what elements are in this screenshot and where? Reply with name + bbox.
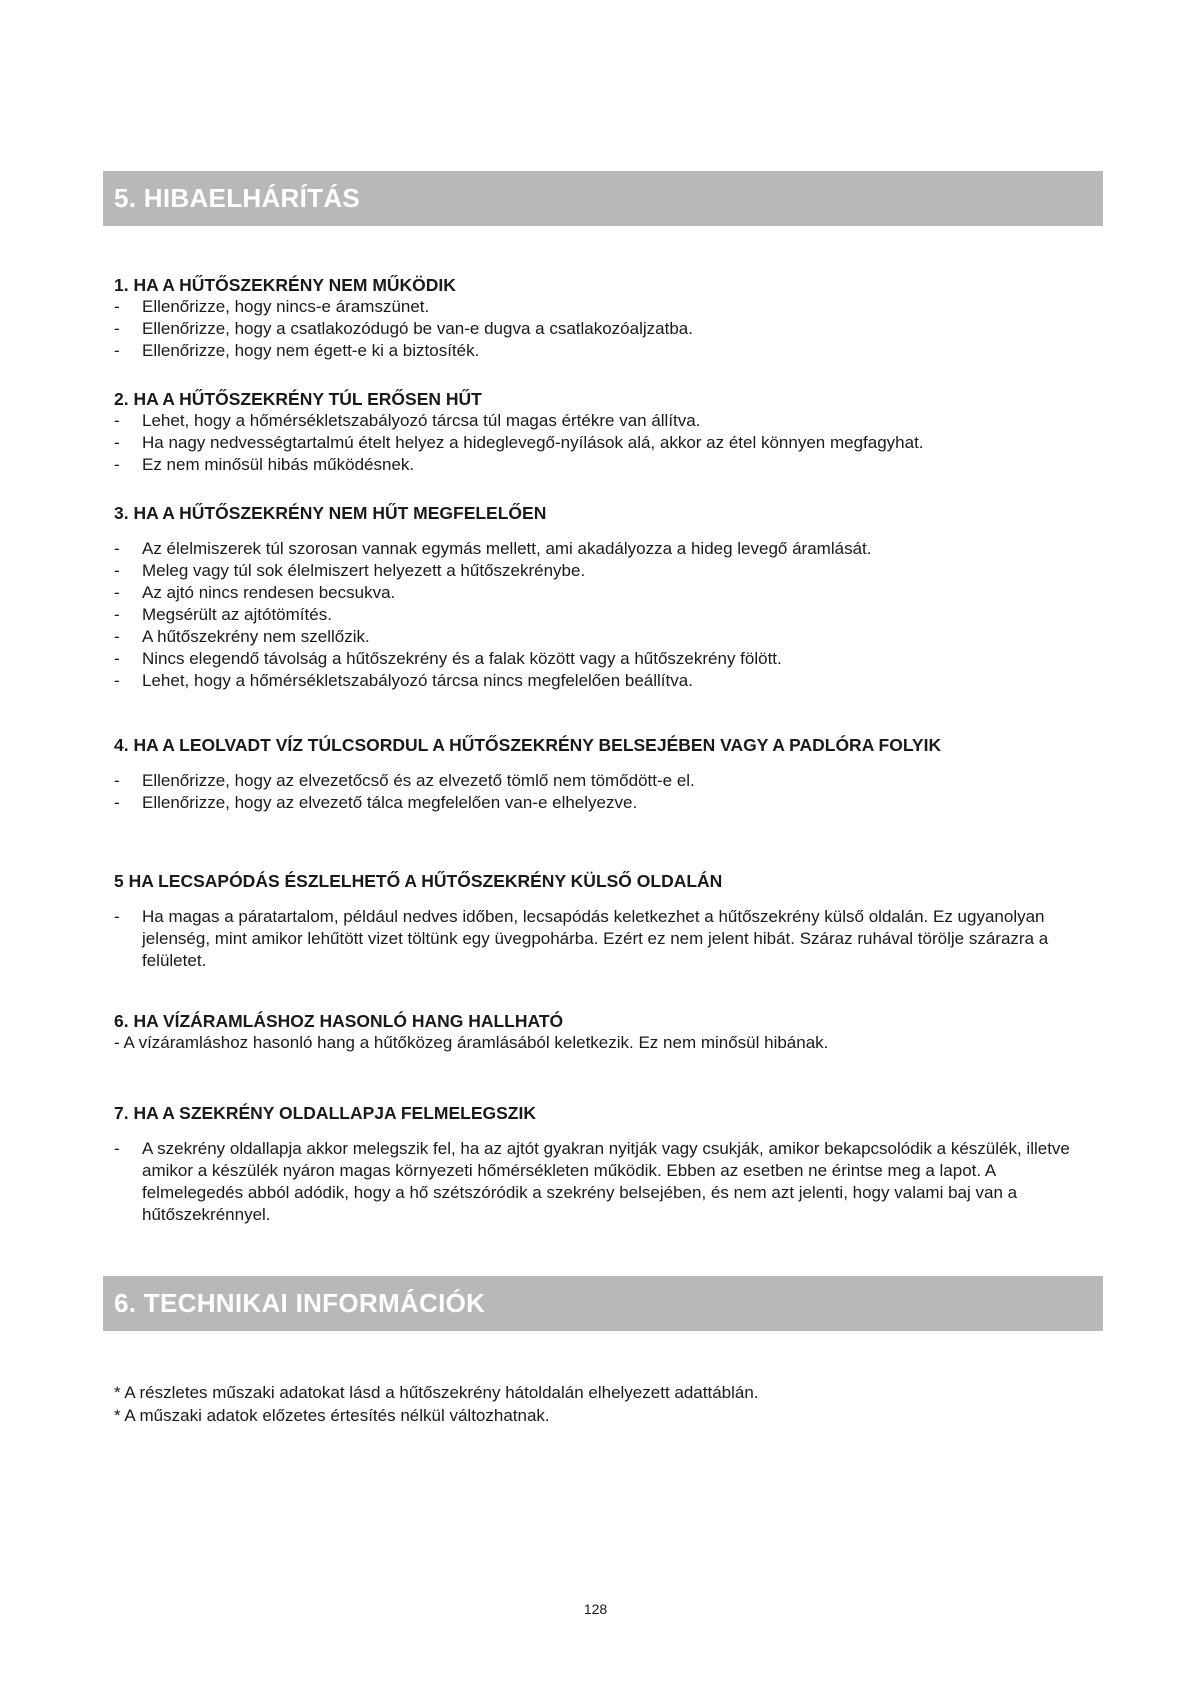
list-item: - Lehet, hogy a hőmérsékletszabályozó tárcsa nincs megfelelően beállítva. <box>114 670 1089 692</box>
bullet-list <box>114 770 1089 814</box>
troubleshooting-section-4 <box>114 734 1089 814</box>
section-heading: 2. HA A HŰTŐSZEKRÉNY TÚL ERŐSEN HŰT <box>114 389 482 409</box>
bullet-list <box>114 296 1089 362</box>
section-text: - A vízáramláshoz hasonló hang a hűtőközeg áramlásából keletkezik. Ez nem minősül hibának. <box>114 1033 829 1052</box>
section-banner-troubleshooting <box>103 171 1103 226</box>
section-banner-technical <box>103 1276 1103 1331</box>
list-item: - Az élelmiszerek túl szorosan vannak egymás mellett, ami akadályozza a hideg levegő áramlását. <box>114 538 1089 560</box>
list-item: - Nincs elegendő távolság a hűtőszekrény és a falak között vagy a hűtőszekrény fölött. <box>114 648 1089 670</box>
banner-title: 5. HIBAELHÁRÍTÁS <box>114 183 361 213</box>
troubleshooting-section-6 <box>114 1010 1089 1054</box>
list-item: - Lehet, hogy a hőmérsékletszabályozó tárcsa túl magas értékre van állítva. <box>114 410 1089 432</box>
section-heading: 4. HA A LEOLVADT VÍZ TÚLCSORDUL A HŰTŐSZEKRÉNY BELSEJÉBEN VAGY A PADLÓRA FOLYIK <box>114 735 942 755</box>
section-heading: 5 HA LECSAPÓDÁS ÉSZLELHETŐ A HŰTŐSZEKRÉNY KÜLSŐ OLDALÁN <box>114 871 723 891</box>
section-heading: 7. HA A SZEKRÉNY OLDALLAPJA FELMELEGSZIK <box>114 1103 536 1123</box>
list-item: - A hűtőszekrény nem szellőzik. <box>114 626 1089 648</box>
banner-title: 6. TECHNIKAI INFORMÁCIÓK <box>114 1288 486 1318</box>
technical-notes <box>114 1381 1089 1427</box>
list-item: - Ellenőrizze, hogy az elvezetőcső és az elvezető tömlő nem tömődött-e el. <box>114 770 1089 792</box>
list-item: - Ez nem minősül hibás működésnek. <box>114 454 1089 476</box>
troubleshooting-section-1 <box>114 274 1089 362</box>
list-item: - Az ajtó nincs rendesen becsukva. <box>114 582 1089 604</box>
list-item: - Megsérült az ajtótömítés. <box>114 604 1089 626</box>
technical-note: * A műszaki adatok előzetes értesítés nélkül változhatnak. <box>114 1406 550 1425</box>
bullet-list <box>114 538 1089 692</box>
list-item: - Ellenőrizze, hogy nem égett-e ki a biztosíték. <box>114 340 1089 362</box>
list-item: - Ha nagy nedvességtartalmú ételt helyez a hideglevegő-nyílások alá, akkor az étel könnyen megfagyhat. <box>114 432 1089 454</box>
bullet-list <box>114 1138 1089 1226</box>
troubleshooting-section-3 <box>114 502 1089 692</box>
troubleshooting-section-7 <box>114 1102 1089 1226</box>
list-item: - Ellenőrizze, hogy a csatlakozódugó be van-e dugva a csatlakozóaljzatba. <box>114 318 1089 340</box>
troubleshooting-section-5 <box>114 870 1089 972</box>
bullet-list <box>114 410 1089 476</box>
bullet-list <box>114 906 1089 972</box>
section-heading: 1. HA A HŰTŐSZEKRÉNY NEM MŰKÖDIK <box>114 275 456 295</box>
technical-note: * A részletes műszaki adatokat lásd a hűtőszekrény hátoldalán elhelyezett adattáblán. <box>114 1383 759 1402</box>
list-item: - Ellenőrizze, hogy az elvezető tálca megfelelően van-e elhelyezve. <box>114 792 1089 814</box>
list-item: - Meleg vagy túl sok élelmiszert helyezett a hűtőszekrénybe. <box>114 560 1089 582</box>
list-item: - A szekrény oldallapja akkor melegszik fel, ha az ajtót gyakran nyitják vagy csukják, amikor bekapcsolódik a készülék, illetve amikor a készülék nyáron magas környezeti hőmérsékleten működik. Ebben az esetben ne érintse meg a lapot. A felmelegedés abból adódik, hogy a hő szétszóródik a szekrény belsejében, és nem azt jelenti, hogy valami baj van a hűtőszekrénnyel. <box>114 1138 1089 1226</box>
list-item: - Ellenőrizze, hogy nincs-e áramszünet. <box>114 296 1089 318</box>
troubleshooting-section-2 <box>114 388 1089 476</box>
section-heading: 6. HA VÍZÁRAMLÁSHOZ HASONLÓ HANG HALLHATÓ <box>114 1011 564 1031</box>
page-number: 128 <box>583 1601 608 1617</box>
section-heading: 3. HA A HŰTŐSZEKRÉNY NEM HŰT MEGFELELŐEN <box>114 503 547 523</box>
list-item: - Ha magas a páratartalom, például nedves időben, lecsapódás keletkezhet a hűtőszekrény külső oldalán. Ez ugyanolyan jelenség, mint amikor lehűtött vizet töltünk egy üvegpohárba. Ezért ez nem jelent hibát. Száraz ruhával törölje szárazra a felületet. <box>114 906 1089 972</box>
